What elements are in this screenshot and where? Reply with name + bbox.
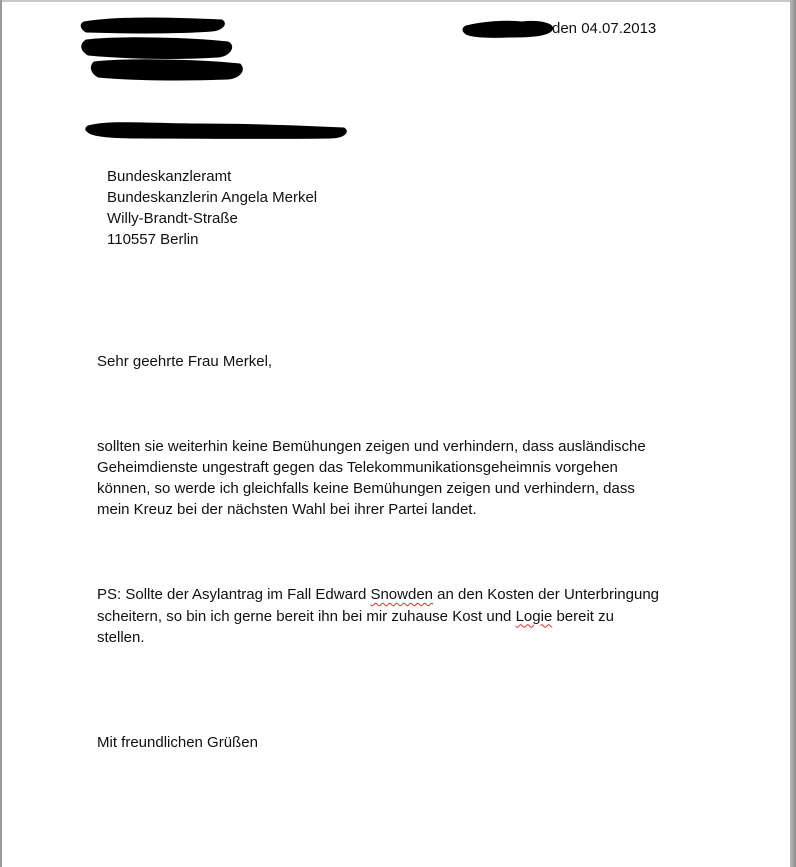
ps-line: stellen. [97, 629, 145, 646]
ps-line [97, 606, 717, 628]
closing-greeting: Mit freundlichen Grüßen [97, 734, 258, 751]
recipient-line: Bundeskanzleramt [107, 168, 232, 185]
postscript-paragraph [97, 584, 717, 649]
body-line: mein Kreuz bei der nächsten Wahl bei ihrer Partei landet. [97, 501, 477, 518]
recipient-line: 110557 Berlin [107, 231, 199, 248]
recipient-line: Willy-Brandt-Straße [107, 210, 238, 227]
body-line: sollten sie weiterhin keine Bemühungen zeigen und verhindern, dass ausländische [97, 438, 646, 455]
recipient-address [107, 166, 317, 250]
spellcheck-flagged-word: Logie [515, 607, 553, 625]
ps-line [97, 584, 717, 606]
spellcheck-flagged-word: Snowden [370, 586, 434, 603]
redaction-marks [0, 0, 796, 160]
salutation: Sehr geehrte Frau Merkel, [97, 353, 273, 370]
ps-text: bereit zu [552, 607, 614, 625]
body-line: Geheimdienste ungestraft gegen das Telekommunikationsgeheimnis vorgehen [97, 459, 618, 476]
recipient-line: Bundeskanzlerin Angela Merkel [107, 189, 318, 206]
ps-text: PS: Sollte der Asylantrag im Fall Edward [97, 586, 371, 603]
letter-date: den 04.07.2013 [552, 20, 657, 37]
body-line: können, so werde ich gleichfalls keine Bemühungen zeigen und verhindern, dass [97, 480, 635, 497]
body-paragraph [97, 436, 707, 520]
ps-text: an den Kosten der Unterbringung [433, 586, 660, 603]
redaction-date-place [463, 21, 553, 37]
ps-text: scheitern, so bin ich gerne bereit ihn bei mir zuhause Kost und [97, 607, 516, 625]
